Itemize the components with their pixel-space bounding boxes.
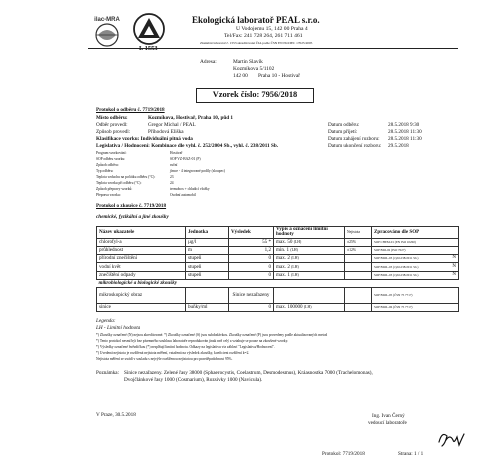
sampled-by-value: Gregor Michal / PEAL <box>148 122 196 128</box>
detail-label: Způsob přepravy vzorků: <box>96 187 133 191</box>
recipient-label: Adresa: <box>200 59 217 65</box>
note-line: *) Výsledky označené hvězdičkou (*) nesplňují limitní hodnotu. Odkazy na legislativu viz záhlaví "Legislativa/Hodnocení". <box>96 345 275 349</box>
detail-value: Hostivař <box>170 151 183 155</box>
signer-role: vedoucí laboratoře <box>368 420 407 426</box>
page-number: Strana: 1 / 1 <box>398 451 424 457</box>
detail-label: Typ odběru: <box>96 169 114 173</box>
sample-number: Vzorek číslo: 7956/2018 <box>212 90 298 99</box>
column-header: Nejistota <box>345 227 372 239</box>
row-result: 0 <box>268 255 271 262</box>
table-row <box>97 255 459 263</box>
row-name: průhlednost <box>97 247 186 255</box>
signer-name: Ing. Ivan Černý <box>372 413 405 419</box>
table-row <box>97 263 459 271</box>
row-lh: (LH) <box>291 264 299 269</box>
table-row <box>97 271 459 279</box>
table-row <box>97 303 459 311</box>
row-name: chlorofyl-a <box>97 238 186 246</box>
row-unit: buňky/ml <box>186 303 229 311</box>
detail-label: Teplota vzduchu na počátku odběru (°C): <box>96 175 156 179</box>
performed-by-value: Příhodová Eliška <box>148 129 184 135</box>
row-sop: SOP BIOL-06 (ČSN 75 7717) <box>372 303 459 311</box>
table-row <box>97 287 459 303</box>
row-unit: stupeň <box>186 271 229 279</box>
analysis-start-label: Datum zahájení rozboru: <box>328 136 380 142</box>
table-row <box>97 247 459 255</box>
recipient-street: Kozmíkova 5/1102 <box>233 66 275 72</box>
row-limit: max. 2 <box>276 255 290 262</box>
sampling-protocol-heading: Protokol o odběru č. 7719/2018 <box>96 107 165 113</box>
detail-value: jímce - 4 integrované podíly (sloupec) <box>170 169 225 173</box>
sampling-date-value: 28.5.2018 9:30 <box>388 122 420 128</box>
sample-number-box <box>196 88 314 103</box>
analysis-start-value: 28.5.2018 11:30 <box>388 136 422 142</box>
bio-section-title: mikrobiologické a biologické zkoušky <box>98 280 178 287</box>
row-uncertainty: ±25% <box>345 238 372 246</box>
recipient-zip: 142 00 <box>233 73 248 79</box>
column-header: Vypis a označení limitní hodnoty <box>274 227 345 239</box>
row-limit: max. 100000 <box>276 304 303 311</box>
column-header: Název ukazatele <box>97 227 186 239</box>
row-lh: (LH) <box>291 272 299 277</box>
row-sop: SOP CHEM-01 (EN ISO 10260) <box>374 240 416 245</box>
row-sop: SOP BIOL-03 (vyhl.238/2011 Sb.) <box>374 256 419 261</box>
row-limit: max. 50 <box>276 239 293 246</box>
analysis-end-label: Datum ukončení rozboru: <box>328 143 382 149</box>
row-result: 0 <box>268 271 271 278</box>
detail-value: Osobní automobil <box>170 193 196 197</box>
row-unit: stupeň <box>186 255 229 263</box>
row-sop: SOP BIOL-03 (vyhl.238/2011 Sb.) <box>374 272 419 277</box>
row-sop: SOP BIOL-03 (vyhl.238/2011 Sb.) <box>374 264 419 269</box>
table-row <box>97 238 459 246</box>
row-lh: (LH) <box>303 305 312 310</box>
detail-value: 24 <box>170 181 174 185</box>
detail-label: SOP odběru vzorku: <box>96 157 126 161</box>
row-sop: SOP BIO-02 (ISO 7027) <box>374 248 406 253</box>
remark-label: Poznámka: <box>96 370 120 376</box>
row-not-accredited: N <box>452 255 456 261</box>
company-phone: Tel/Fax: 241 728 264, 261 711 461 <box>224 33 303 39</box>
row-uncertainty <box>345 303 372 311</box>
detail-value: SOP VZ-BAZ-01 (P) <box>170 157 201 161</box>
note-line: *) Uvedená nejistota je rozšířená nejistota měření, vztažená na výsledek zkoušky, koeficient rozšíření k=2. <box>96 351 250 355</box>
detail-label: Program vzorkování: <box>96 151 127 155</box>
row-limit: max. 1 <box>276 271 290 278</box>
accreditation-note: Zkušební laboratoř č. 1553 akreditovaná ČIA podle ČSN EN ISO/IEC 17025:2005 <box>200 41 313 45</box>
receipt-date-value: 28.5.2018 11:30 <box>388 129 422 135</box>
row-name: znečištění odpady <box>97 271 186 279</box>
receipt-date-label: Datum přijetí: <box>328 129 358 135</box>
detail-value: 23 <box>170 175 174 179</box>
row-uncertainty: ±12% <box>345 247 372 255</box>
row-uncertainty <box>345 271 372 279</box>
recipient-city: Praha 10 - Hostivař <box>258 73 301 79</box>
row-result: Sinice nezařazeny <box>229 287 274 303</box>
detail-value: termobox + chladicí vložky <box>170 187 210 191</box>
row-lh: (LH) <box>290 248 298 253</box>
row-name: vodní květ <box>97 263 186 271</box>
performed-by-label: Způsob provedl: <box>96 129 131 135</box>
row-limit <box>274 287 345 303</box>
remark-text: Sinice nezařazeny. Zelené řasy 38000 (Sphaerocystis, Coelastrum, Desmodesmus), Kráasnostka 7000 (Trachelomonas), <box>124 370 373 376</box>
results-table <box>96 226 459 312</box>
bio-section-row <box>97 279 459 287</box>
legislation: Legislativa / Hodnocení: Kombinace dle vyhl. č. 252/2004 Sb., vyhl. č. 238/2011 Sb. <box>96 143 279 149</box>
row-uncertainty <box>345 255 372 263</box>
protocol-number: Protokol: 7719/2018 <box>322 451 365 457</box>
sampled-by-label: Odběr provedl: <box>96 122 128 128</box>
legend-title: Legenda: <box>96 318 116 324</box>
row-result: 1,2 <box>264 247 271 254</box>
place-date: V Praze, 30.5.2018 <box>96 412 136 418</box>
ilac-mra-text: ilac-MRA <box>94 17 120 23</box>
row-unit: m <box>186 247 229 255</box>
sampling-place-label: Místo odběru: <box>96 115 128 121</box>
analysis-end-value: 29.5.2018 <box>388 143 409 149</box>
row-lh: (LH) <box>291 256 299 261</box>
row-limit: min. 1 <box>276 247 290 254</box>
detail-label: Teplota vzorku při odběru (°C): <box>96 181 142 185</box>
detail-value: ruční <box>170 163 178 167</box>
remark-text: Dvojčlánkové řasy 1000 (Cosmarium), Rozsivky 1000 (Navicula). <box>124 377 263 383</box>
row-name: přírodní znečištění <box>97 255 186 263</box>
detail-label: Způsob odběru: <box>96 163 119 167</box>
chem-section-title: chemické, fyzikální a jiné zkoušky <box>96 214 169 220</box>
column-header: Zpracováno dle SOP <box>372 227 459 239</box>
header-divider <box>88 48 458 49</box>
row-sop: SOP BIOL-05 (ČSN 75 7717) <box>372 287 459 303</box>
row-unit: µg/l <box>186 238 229 246</box>
test-protocol-heading: Protokol o zkoušce č. 7719/2018 <box>96 203 167 209</box>
row-unit: stupeň <box>186 263 229 271</box>
recipient-name: Martin Slavík <box>233 59 263 65</box>
column-header: Jednotka <box>186 227 229 239</box>
row-not-accredited: N <box>452 271 456 277</box>
table-header-row <box>97 227 459 239</box>
lab-number: L 1553 <box>139 45 158 52</box>
legend-lh: LH - Limitní hodnota <box>96 325 141 331</box>
note-line: Nejistota měření se uvádí v souladu s nejvýše rozšířenou nejistotou pro pravděpodobnost 95%. <box>96 357 233 361</box>
sampling-place-value: Kozmíkova, Hostivař, Praha 10, půd 1 <box>148 115 234 121</box>
row-result: 0 <box>268 263 271 270</box>
row-result: 0 <box>229 303 274 311</box>
sampling-date-label: Datum odběru: <box>328 122 360 128</box>
row-unit <box>186 287 229 303</box>
row-result: 55 <box>262 239 268 246</box>
row-flag: * <box>268 239 271 246</box>
column-header: Výsledek <box>229 227 274 239</box>
detail-label: Přeprava vzorku: <box>96 193 121 197</box>
classification: Klasifikace vzorku: Individuální pitná voda <box>96 136 193 142</box>
note-line: *) Tento protokol nesmí být bez písemného souhlasu laboratoře reprodukován jinak než celý a vztahuje se pouze na zkoušené vzorky. <box>96 339 289 343</box>
row-name: mikroskopický obraz <box>97 287 186 303</box>
company-name: Ekologická laboratoř PEAL s.r.o. <box>192 15 320 25</box>
row-lh: (LH) <box>293 240 302 245</box>
company-address: U Vodojemu 15, 142 00 Praha 4 <box>236 26 308 32</box>
row-not-accredited: N <box>452 263 456 269</box>
row-name: sinice <box>97 303 186 311</box>
handwritten-signature <box>436 428 466 450</box>
row-uncertainty <box>345 263 372 271</box>
row-limit: max. 2 <box>276 263 290 270</box>
row-uncertainty <box>345 287 372 303</box>
note-line: *) Zkoušky označené (N) nejsou akreditované. *) Zkoušky označené (S) jsou subdodávkou. Zkoušky označené (P) jsou provedeny podle aktualizovaných metod <box>96 333 328 337</box>
ilac-mra-logo <box>88 12 126 50</box>
